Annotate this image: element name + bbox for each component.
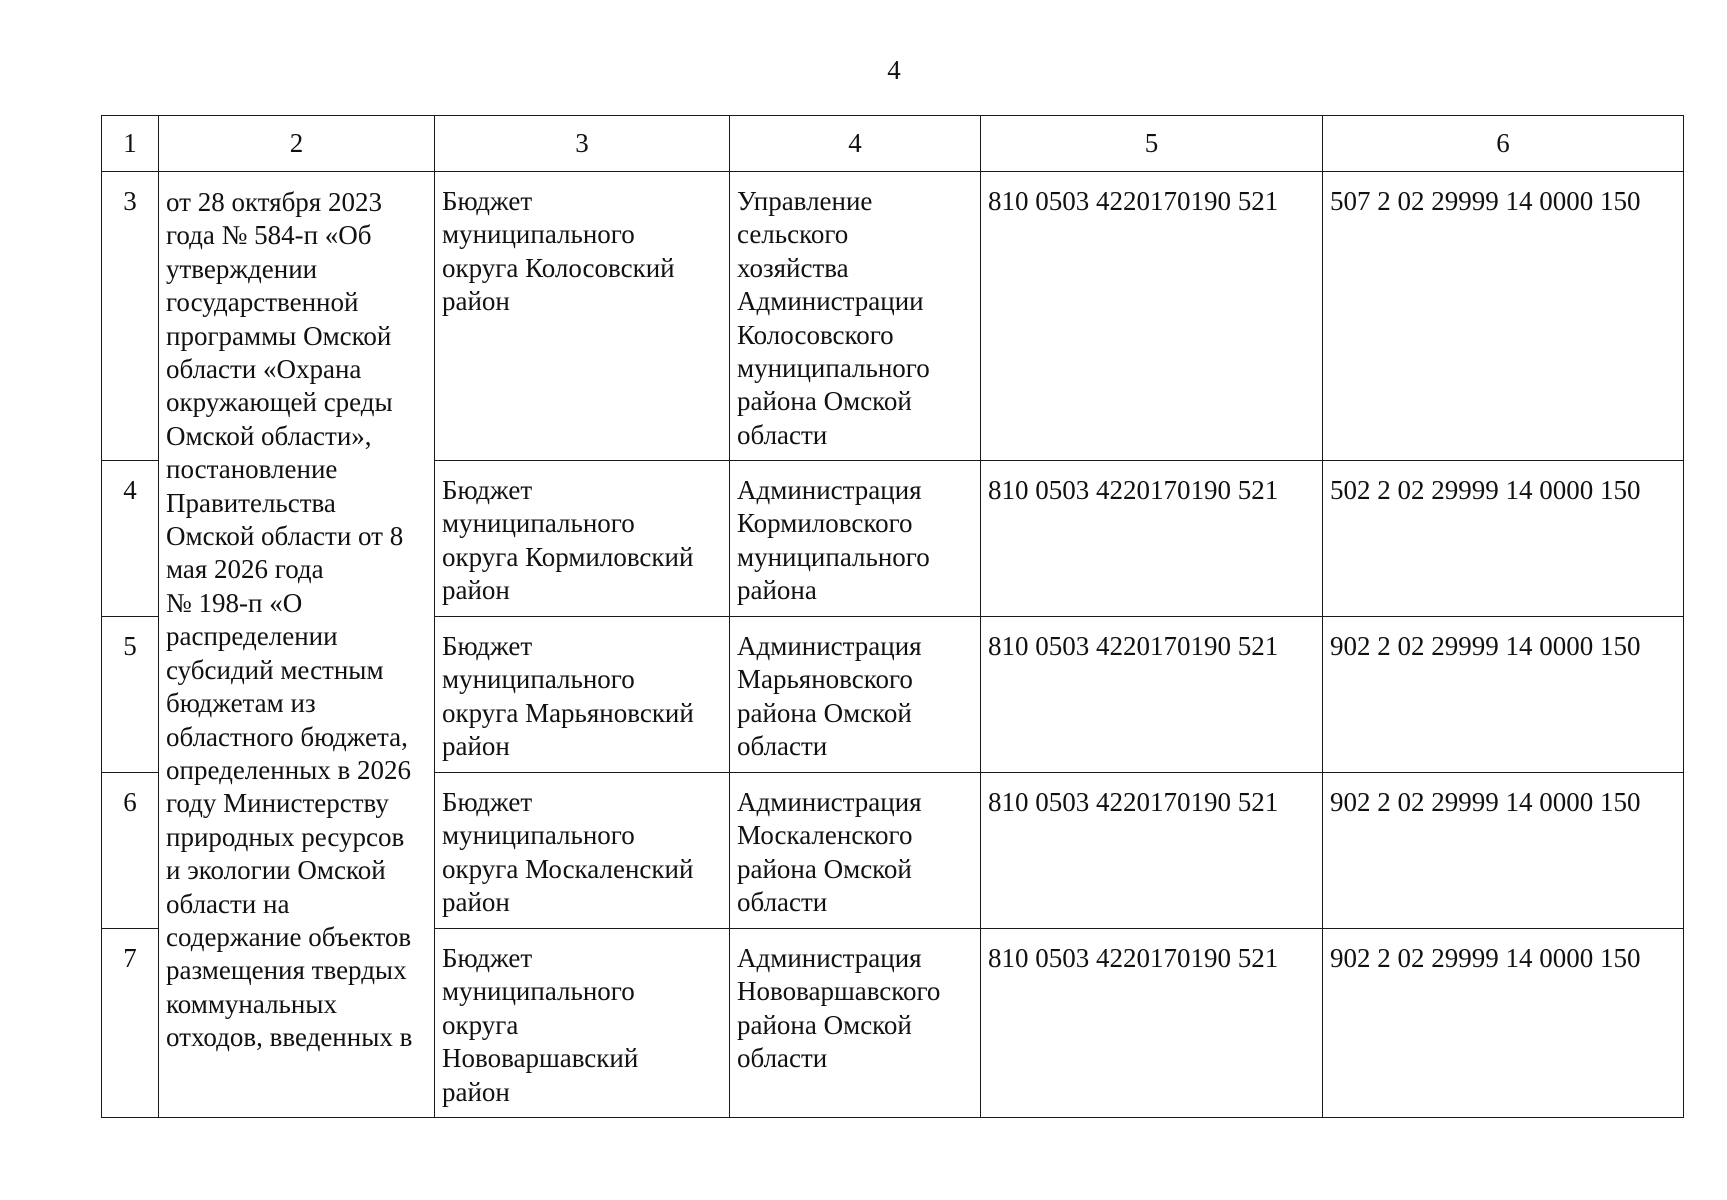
row-number: 6 <box>102 773 159 929</box>
column-header: 5 <box>981 116 1323 172</box>
budget-text: Бюджет муниципального округа Колосовский район <box>442 186 675 317</box>
administrator-text: Администрация Кормиловского муниципального района <box>737 475 930 606</box>
row-number: 7 <box>102 929 159 1118</box>
revenue-code-cell: 902 2 02 29999 14 0000 150 <box>1323 773 1684 929</box>
page-number: 4 <box>887 55 901 85</box>
administrator-cell <box>730 617 981 773</box>
row-number: 4 <box>102 461 159 617</box>
revenue-code-cell: 902 2 02 29999 14 0000 150 <box>1323 617 1684 773</box>
table-header-row <box>102 116 1684 172</box>
expense-code-cell: 810 0503 4220170190 521 <box>981 461 1323 617</box>
table-row <box>102 172 1684 461</box>
row-number: 5 <box>102 617 159 773</box>
row-number: 3 <box>102 172 159 461</box>
budget-cell <box>435 461 730 617</box>
administrator-cell <box>730 773 981 929</box>
budget-text: Бюджет муниципального округа Кормиловский район <box>442 475 694 606</box>
budget-cell <box>435 773 730 929</box>
administrator-text: Управление сельского хозяйства Администрации Колосовского муниципального района Омской области <box>737 186 930 450</box>
column-header: 2 <box>159 116 435 172</box>
administrator-text: Администрация Нововаршавского района Омской области <box>737 943 941 1074</box>
budget-cell <box>435 929 730 1118</box>
budget-text: Бюджет муниципального округа Нововаршавский район <box>442 943 639 1107</box>
column-header: 3 <box>435 116 730 172</box>
column-header: 4 <box>730 116 981 172</box>
administrator-text: Администрация Марьяновского района Омской области <box>737 631 922 762</box>
column-header: 6 <box>1323 116 1684 172</box>
administrator-text: Администрация Москаленского района Омской области <box>737 787 922 918</box>
expense-code-cell: 810 0503 4220170190 521 <box>981 172 1323 461</box>
administrator-cell <box>730 172 981 461</box>
legal-basis-cell <box>159 172 435 1118</box>
expense-code-cell: 810 0503 4220170190 521 <box>981 617 1323 773</box>
expense-code-cell: 810 0503 4220170190 521 <box>981 929 1323 1118</box>
administrator-cell <box>730 461 981 617</box>
legal-basis-text: от 28 октября 2023 года № 584-п «Об утверждении государственной программы Омской области «Охрана окружающей среды Омской области», постановление Правительства Омской области от 8 мая 2026 года № 198-п «О распределении субсидий местным бюджетам из областного бюджета, определенных в 2026 году Министерству природных ресурсов и экологии Омской области на содержание объектов размещения твердых коммунальных отходов, введенных в <box>166 187 413 1053</box>
expense-code-cell: 810 0503 4220170190 521 <box>981 773 1323 929</box>
revenue-code-cell: 902 2 02 29999 14 0000 150 <box>1323 929 1684 1118</box>
revenue-code-cell: 507 2 02 29999 14 0000 150 <box>1323 172 1684 461</box>
budget-cell <box>435 617 730 773</box>
revenue-code-cell: 502 2 02 29999 14 0000 150 <box>1323 461 1684 617</box>
budget-cell <box>435 172 730 461</box>
budget-text: Бюджет муниципального округа Марьяновский район <box>442 631 694 762</box>
column-header: 1 <box>102 116 159 172</box>
budget-text: Бюджет муниципального округа Москаленский район <box>442 787 694 918</box>
administrator-cell <box>730 929 981 1118</box>
distribution-table <box>101 115 1684 1118</box>
